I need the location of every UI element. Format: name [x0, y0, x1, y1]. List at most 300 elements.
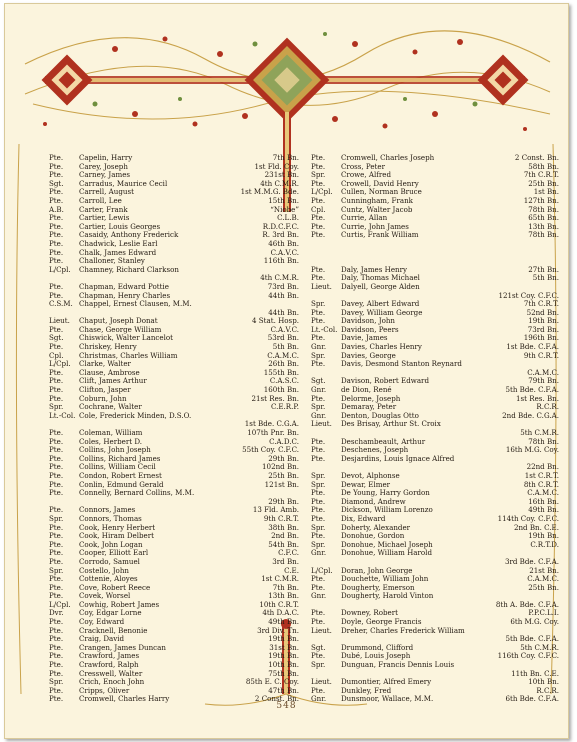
entry-unit: 13th Bn. [268, 592, 299, 601]
entry-rank: Pte. [311, 222, 326, 231]
entry-name: Cowhig, Robert James [79, 600, 160, 609]
entry-rank: Pte. [49, 489, 64, 498]
entry-unit: 116th Bn. [263, 257, 299, 266]
entry-rank: Lt.-Col. [311, 325, 338, 334]
entry-name: Curtis, Frank William [341, 231, 419, 240]
entry-rank: Pte. [311, 446, 326, 455]
entry-name: Condon, Robert Ernest [79, 471, 162, 480]
roll-entry [49, 369, 301, 378]
entry-unit: 55th Coy. C.F.C. [242, 446, 299, 455]
entry-rank: A.B. [49, 205, 64, 214]
entry-name: Crowe, Alfred [341, 171, 392, 180]
entry-rank: Spr. [49, 566, 64, 575]
roll-entry [311, 223, 561, 232]
entry-unit: 8th C.R.T. [523, 480, 559, 489]
roll-entry [49, 180, 301, 189]
roll-entry [49, 403, 301, 412]
entry-name: Dougherty, Harold Vinton [341, 592, 434, 601]
entry-name: De Young, Harry Gordon [341, 489, 430, 498]
roll-entry [49, 231, 301, 240]
entry-unit: 2nd Bde. C.G.A. [502, 411, 559, 420]
entry-name: Cullen, Norman Bruce [341, 188, 422, 197]
roll-entry [311, 592, 561, 601]
entry-rank: Pte. [49, 188, 64, 197]
roll-entry [49, 670, 301, 679]
roll-entry [311, 506, 561, 515]
entry-rank: Pte. [311, 489, 326, 498]
entry-rank: Pte. [49, 669, 64, 678]
roll-entry [311, 438, 561, 447]
roll-entry [311, 446, 561, 455]
entry-rank: Spr. [311, 661, 326, 670]
entry-unit: 5th C.M.R. [520, 429, 559, 437]
entry-name: Cracknell, Benonie [79, 626, 148, 635]
entry-rank: Pte. [311, 437, 326, 446]
entry-unit: 3rd Div. Tn. [257, 626, 299, 635]
entry-unit: 127th Bn. [523, 196, 559, 205]
entry-name: Currie, Allan [341, 214, 388, 223]
entry-unit: C.F.C. [278, 549, 299, 558]
roll-entry [49, 455, 301, 464]
roll-entry [311, 481, 561, 490]
entry-unit: 2 Const. Bn. [254, 695, 299, 704]
entry-name: Cook, Hiram Delbert [79, 532, 154, 541]
entry-name: Craig, David [79, 635, 125, 644]
entry-rank: Pte. [49, 532, 64, 541]
entry-rank: Pte. [49, 162, 64, 171]
entry-name: Chriskey, Henry [79, 343, 137, 352]
roll-entry [311, 420, 561, 429]
roll-entry [311, 266, 561, 275]
entry-name: Dubé, Louis Joseph [341, 652, 411, 661]
entry-unit: 47th Bn. [268, 686, 299, 695]
entry-name: Crich, Enoch John [79, 678, 145, 687]
entry-rank: Pte. [49, 652, 64, 661]
entry-rank: Pte. [49, 695, 64, 704]
roll-entry [49, 592, 301, 601]
roll-entry [49, 446, 301, 455]
roll-entry [49, 609, 301, 618]
entry-name: Connors, James [79, 506, 136, 515]
roll-entry [49, 214, 301, 223]
entry-rank: Pte. [311, 154, 326, 162]
roll-entry [49, 463, 301, 472]
entry-rank: Pte. [49, 429, 64, 437]
roll-entry [311, 395, 561, 404]
entry-name: Carrell, August [79, 188, 134, 197]
roll-entry [49, 524, 301, 533]
entry-name: Carney, James [79, 171, 131, 180]
roll-entry [311, 455, 561, 464]
entry-unit: 21st Bn. [529, 566, 559, 575]
entry-name: Doyle, George Francis [341, 618, 422, 627]
memorial-book-page [4, 3, 569, 739]
entry-unit: 19th Bn. [268, 635, 299, 644]
entry-unit: 4th D.A.C. [262, 609, 299, 618]
entry-rank: Pte. [311, 394, 326, 403]
entry-unit: 22nd Bn. [526, 463, 559, 472]
entry-unit: C.L.B. [277, 214, 299, 223]
entry-name: Doran, John George [341, 566, 413, 575]
entry-unit: 3rd Bde. C.F.A. [504, 557, 559, 566]
roll-entry [311, 343, 561, 352]
roll-entry [49, 489, 301, 498]
entry-rank: L/Cpl. [49, 600, 71, 609]
entry-name: Cartier, Lewis [79, 214, 130, 223]
entry-rank: Pte. [49, 343, 64, 352]
entry-rank: Pte. [49, 480, 64, 489]
entry-unit: 121st Coy. C.F.C. [498, 291, 559, 300]
entry-name: Crawford, Ralph [79, 661, 139, 670]
entry-unit: 10th Bn. [528, 678, 559, 687]
roll-entry [49, 334, 301, 343]
roll-entry [49, 481, 301, 490]
roll-entry [311, 515, 561, 524]
entry-name: Dunguan, Francis Dennis Louis [341, 661, 455, 670]
entry-name: Dickson, William Lorenzo [341, 506, 433, 515]
roll-entry [49, 343, 301, 352]
entry-unit: 114th Coy. C.F.C. [497, 514, 559, 523]
entry-name: Carey, Joseph [79, 162, 128, 171]
roll-entry [311, 214, 561, 223]
entry-unit: 79th Bn. [528, 377, 559, 386]
entry-name: Davies, Charles Henry [341, 343, 422, 352]
roll-entry [311, 326, 561, 335]
entry-rank: Pte. [49, 154, 64, 162]
roll-entry [49, 266, 301, 275]
entry-unit: 102nd Bn. [262, 463, 299, 472]
entry-unit: “Niobe” [270, 205, 299, 214]
entry-rank: Pte. [49, 643, 64, 652]
entry-unit: 5th Bde. C.F.A. [505, 635, 559, 644]
roll-entry [49, 618, 301, 627]
roll-entry [311, 498, 561, 507]
entry-rank: Pte. [49, 437, 64, 446]
entry-rank: Pte. [49, 506, 64, 515]
entry-rank: Pte. [49, 661, 64, 670]
entry-rank: Pte. [49, 626, 64, 635]
entry-name: Cook, Henry Herbert [79, 523, 156, 532]
entry-name: Crowell, David Henry [341, 179, 419, 188]
roll-entry [311, 171, 561, 180]
entry-name: Davie, James [341, 334, 388, 343]
entry-unit: 58th Bn. [528, 162, 559, 171]
entry-unit: C.A.D.C. [269, 437, 299, 446]
entry-rank: Pte. [311, 532, 326, 541]
entry-rank: Pte. [49, 635, 64, 644]
entry-name: Dougherty, Emerson [341, 583, 415, 592]
roll-entry [311, 609, 561, 618]
entry-rank: Spr. [311, 480, 326, 489]
entry-name: Donohue, Gordon [341, 532, 405, 541]
entry-rank: Pte. [49, 549, 64, 558]
entry-rank: Pte. [49, 282, 64, 291]
entry-rank: Pte. [311, 583, 326, 592]
entry-name: Corrodo, Samuel [79, 557, 140, 566]
entry-unit: 13th Bn. [528, 222, 559, 231]
entry-unit: 5th Bn. [272, 343, 299, 352]
entry-name: Cook, John Logan [79, 540, 143, 549]
entry-name: Davey, William George [341, 308, 423, 317]
roll-entry [311, 309, 561, 318]
entry-unit: 107th Pnr. Bn. [247, 429, 299, 437]
entry-unit: 116th Coy. C.F.C. [497, 652, 559, 661]
entry-unit: 49th Bn. [268, 618, 299, 627]
entry-unit: 78th Bn. [528, 205, 559, 214]
entry-unit: 15th Bn. [268, 196, 299, 205]
entry-rank: Gnr. [311, 411, 327, 420]
entry-name: Costello, John [79, 566, 129, 575]
entry-rank: Gnr. [311, 592, 327, 601]
roll-entry [311, 558, 561, 567]
entry-unit: 10th Bn. [268, 661, 299, 670]
roll-entry [49, 429, 301, 438]
entry-unit: 5th Bn. [532, 274, 559, 283]
entry-rank: Pte. [311, 652, 326, 661]
roll-entry [49, 472, 301, 481]
roll-entry [311, 412, 561, 421]
entry-name: Davidson, Peers [341, 325, 399, 334]
roll-entry [49, 395, 301, 404]
entry-unit: 9th C.R.T. [263, 514, 299, 523]
entry-unit: 1st Bn. [533, 188, 559, 197]
entry-rank: Pte. [49, 463, 64, 472]
entry-rank: Pte. [49, 540, 64, 549]
entry-unit: 1st Bde. C.F.A. [506, 343, 559, 352]
roll-entry [49, 360, 301, 369]
entry-name: Cochrane, Walter [79, 403, 142, 412]
entry-name: Cooper, Elliott Earl [79, 549, 149, 558]
roll-entry [49, 223, 301, 232]
entry-unit: 65th Bn. [528, 214, 559, 223]
entry-rank: Pte. [49, 214, 64, 223]
entry-rank: Pte. [49, 592, 64, 601]
entry-name: Demaray, Peter [341, 403, 397, 412]
entry-name: Dewar, Elmer [341, 480, 391, 489]
roll-entry [311, 652, 561, 661]
entry-name: Connors, Thomas [79, 514, 142, 523]
entry-unit: 1st Fld. Coy. [254, 162, 299, 171]
entry-rank: Pte. [49, 368, 64, 377]
entry-unit: 196th Bn. [523, 334, 559, 343]
entry-unit: 10th C.R.T. [259, 600, 299, 609]
roll-entry [49, 438, 301, 447]
roll-entry [49, 377, 301, 386]
entry-name: Donohue, Michael Joseph [341, 540, 433, 549]
entry-name: Crawford, James [79, 652, 140, 661]
entry-unit: 78th Bn. [528, 437, 559, 446]
roll-entry [311, 197, 561, 206]
entry-unit: 160th Bn. [263, 386, 299, 395]
entry-name: Cartier, Louis Georges [79, 222, 161, 231]
entry-rank: Pte. [311, 196, 326, 205]
entry-rank: C.S.M. [49, 300, 73, 309]
roll-entry [311, 360, 561, 369]
entry-unit: 49th Bn. [528, 506, 559, 515]
entry-rank: Pte. [311, 317, 326, 326]
entry-name: Chiswick, Walter Lancelot [79, 334, 173, 343]
entry-rank: Pte. [49, 248, 64, 257]
roll-entry [49, 154, 301, 163]
entry-name: Deschenes, Joseph [341, 446, 409, 455]
entry-rank: Pte. [311, 575, 326, 584]
entry-name: Desjardins, Louis Ignace Alfred [341, 454, 455, 463]
entry-name: Deschambeault, Arthur [341, 437, 426, 446]
entry-rank: Pte. [49, 222, 64, 231]
entry-rank: Pte. [49, 471, 64, 480]
entry-rank: Pte. [49, 231, 64, 240]
entry-rank: Lieut. [311, 626, 332, 635]
entry-unit: 6th M.G. Coy. [510, 618, 559, 627]
roll-entry [49, 163, 301, 172]
entry-unit: 52nd Bn. [526, 308, 559, 317]
entry-name: Cromwell, Charles Harry [79, 695, 170, 704]
entry-rank: Gnr. [311, 386, 327, 395]
entry-unit: 7th Bn. [272, 154, 299, 162]
roll-entry [311, 567, 561, 576]
entry-name: Dalyell, George Alden [341, 282, 420, 291]
entry-unit: 155th Bn. [263, 368, 299, 377]
entry-name: Cuntz, Walter Jacob [341, 205, 413, 214]
roll-entry [49, 549, 301, 558]
roll-entry [311, 283, 561, 292]
roll-entry [311, 206, 561, 215]
entry-rank: Spr. [49, 514, 64, 523]
roll-entry [311, 429, 561, 438]
roll-entry [311, 240, 561, 249]
entry-unit: R.C.R. [536, 686, 559, 695]
entry-unit: 1st C.R.T. [524, 471, 559, 480]
entry-rank: L/Cpl. [311, 188, 333, 197]
entry-name: Cromwell, Charles Joseph [341, 154, 435, 162]
entry-rank: L/Cpl. [49, 360, 71, 369]
roll-entry [49, 386, 301, 395]
entry-rank: Pte. [49, 325, 64, 334]
entry-unit: 1st Res. Bn. [516, 394, 559, 403]
entry-unit: 25th Bn. [528, 583, 559, 592]
entry-name: Chapman, Edward Pottie [79, 282, 169, 291]
roll-entry [311, 377, 561, 386]
entry-rank: Pte. [49, 454, 64, 463]
entry-unit: C.A.M.C. [527, 368, 559, 377]
entry-rank: Pte. [311, 265, 326, 274]
entry-rank: Sgt. [311, 377, 326, 386]
roll-column-left [49, 154, 301, 704]
entry-rank: Pte. [311, 274, 326, 283]
roll-entry [311, 249, 561, 258]
entry-unit: C.E. [284, 566, 299, 575]
entry-name: Coburn, John [79, 394, 127, 403]
entry-unit: 19th Bn. [268, 652, 299, 661]
entry-rank: Pte. [49, 446, 64, 455]
entry-rank: Spr. [311, 300, 326, 309]
entry-unit: 1st C.M.R. [261, 575, 299, 584]
entry-name: Delorme, Joseph [341, 394, 401, 403]
entry-name: Devot, Alphonse [341, 471, 400, 480]
roll-entry [49, 652, 301, 661]
roll-entry [49, 412, 301, 421]
entry-unit: C.E.R.P. [270, 403, 299, 412]
entry-rank: Gnr. [311, 695, 327, 704]
entry-unit: 16th M.G. Coy. [505, 446, 559, 455]
entry-rank: Lieut. [311, 282, 332, 291]
entry-rank: Gnr. [311, 549, 327, 558]
entry-rank: Pte. [311, 618, 326, 627]
roll-entry [49, 541, 301, 550]
roll-entry [49, 283, 301, 292]
entry-rank: Pte. [311, 609, 326, 618]
entry-rank: Pte. [311, 454, 326, 463]
entry-unit: 16th Bn. [528, 497, 559, 506]
entry-unit: 13 Fld. Amb. [252, 506, 299, 515]
entry-rank: Pte. [311, 334, 326, 343]
roll-entry [311, 188, 561, 197]
roll-entry [311, 292, 561, 301]
roll-entry [311, 601, 561, 610]
roll-entry [49, 257, 301, 266]
entry-name: Clause, Ambrose [79, 368, 140, 377]
entry-name: Des Brisay, Arthur St. Croix [341, 420, 441, 429]
roll-entry [311, 154, 561, 163]
entry-unit: 4th C.M.R. [260, 179, 299, 188]
entry-name: Cresswell, Walter [79, 669, 143, 678]
roll-entry [49, 171, 301, 180]
entry-unit: 7th C.R.T. [523, 300, 559, 309]
entry-rank: Pte. [311, 308, 326, 317]
entry-unit: C.A.V.C. [270, 325, 299, 334]
entry-unit: 44th Bn. [268, 291, 299, 300]
entry-name: Daly, James Henry [341, 265, 408, 274]
entry-rank: Pte. [311, 214, 326, 223]
entry-unit: C.R.T.D. [530, 540, 559, 549]
entry-rank: Pte. [49, 171, 64, 180]
entry-unit: R. 3rd Bn. [262, 231, 299, 240]
entry-unit: 5th C.M.R. [520, 643, 559, 652]
entry-unit: C.A.M.C. [527, 575, 559, 584]
roll-entry [49, 584, 301, 593]
entry-name: Clarke, Walter [79, 360, 131, 369]
roll-entry [311, 575, 561, 584]
entry-unit: 19th Bn. [528, 317, 559, 326]
roll-entry [49, 197, 301, 206]
entry-rank: Pte. [49, 377, 64, 386]
entry-rank: Sgt. [49, 334, 64, 343]
roll-entry [311, 584, 561, 593]
entry-name: Crangen, James Duncan [79, 643, 166, 652]
entry-name: Drummond, Clifford [341, 643, 414, 652]
entry-name: Cole, Frederick Minden, D.S.O. [79, 411, 192, 420]
entry-unit: 2 Const. Bn. [514, 154, 559, 162]
entry-name: Dreher, Charles Frederick William [341, 626, 465, 635]
entry-name: Casaidy, Anthony Frederick [79, 231, 179, 240]
entry-name: Collins, William Cecil [79, 463, 156, 472]
entry-name: Davies, George [341, 351, 396, 360]
entry-unit: R.D.C.F.C. [262, 222, 299, 231]
entry-name: Coy, Edgar Lorne [79, 609, 142, 618]
roll-entry [49, 575, 301, 584]
entry-rank: Spr. [311, 171, 326, 180]
entry-rank: Spr. [311, 523, 326, 532]
entry-unit: 38th Bn. [268, 523, 299, 532]
entry-unit: 46th Bn. [268, 239, 299, 248]
entry-name: Challoner, Stanley [79, 257, 145, 266]
entry-name: Capelin, Harry [79, 154, 133, 162]
roll-entry [311, 661, 561, 670]
roll-entry [49, 644, 301, 653]
roll-entry [49, 506, 301, 515]
roll-entry [49, 515, 301, 524]
entry-rank: Spr. [49, 403, 64, 412]
